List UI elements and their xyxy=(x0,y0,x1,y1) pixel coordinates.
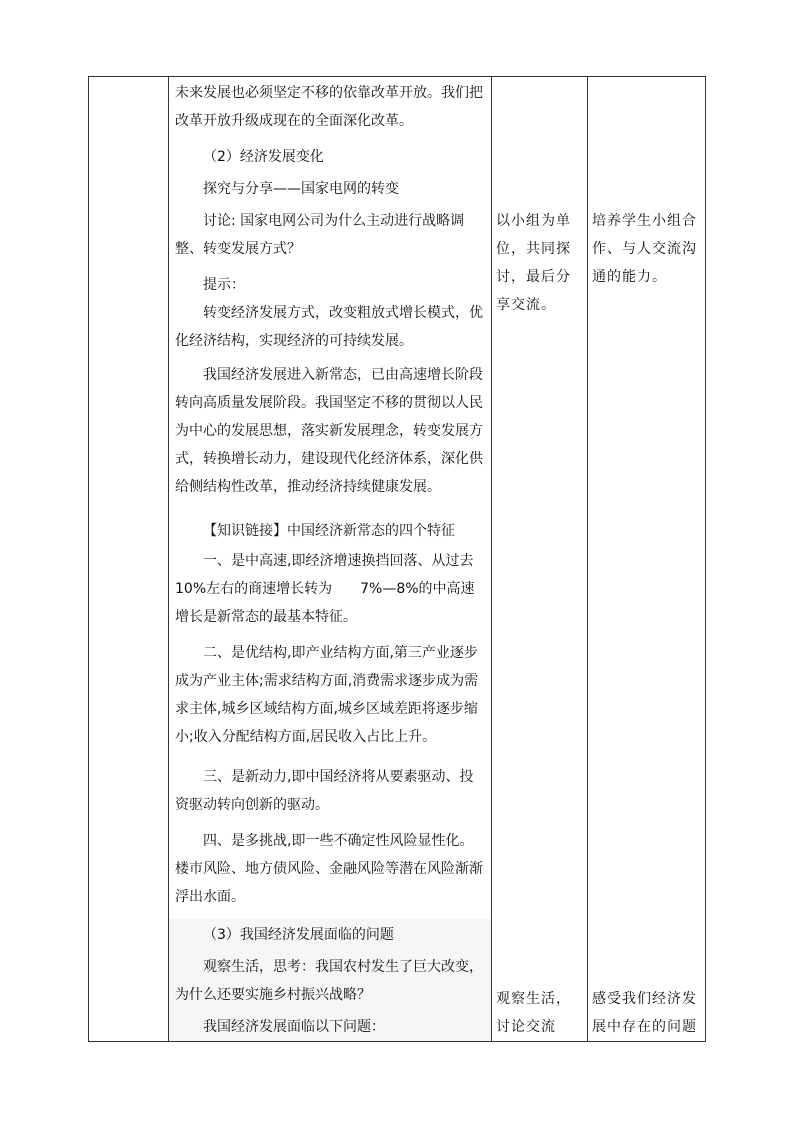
feature-paragraph: 一、是中高速,即经济增速换挡回落、从过去10%左右的商速增长转为 7%—8%的中高速增长是新常态的最基本特征。 xyxy=(175,553,475,625)
intent-text: 感受我们经济发展中存在的问题 xyxy=(592,991,697,1035)
section-heading: （3）我国经济发展面临的问题 xyxy=(203,927,394,943)
activity-text: 以小组为单位，共同探讨，最后分享交流。 xyxy=(496,213,571,313)
knowledge-link-heading: 【知识链接】中国经济新常态的四个特征 xyxy=(203,523,455,539)
hint-paragraph: 转变经济发展方式，改变粗放式增长模式，优化经济结构，实现经济的可持续发展。 xyxy=(175,305,483,349)
intent-text: 培养学生小组合作、与人交流沟通的能力。 xyxy=(592,213,697,285)
section-heading: （2）经济发展变化 xyxy=(203,149,324,165)
design-intent-column xyxy=(588,77,706,1041)
discussion-question: 讨论: 国家电网公司为什么主动进行战略调整、转变发展方式？ xyxy=(175,213,465,257)
activity-text: 观察生活，讨论交流 xyxy=(496,991,571,1035)
feature-paragraph: 二、是优结构,即产业结构方面,第三产业逐步成为产业主体;需求结构方面,消费需求逐步成为需求主体,城乡区域结构方面,城乡区域差距将逐步缩小;收入分配结构方面,居民收入占比上升。 xyxy=(175,645,479,745)
content-paragraph: 未来发展也必须坚定不移的依靠改革开放。我们把改革开放升级成现在的全面深化改革。 xyxy=(175,85,483,129)
activity-title: 探究与分享——国家电网的转变 xyxy=(203,181,399,197)
feature-paragraph: 四、是多挑战,即一些不确定性风险显性化。楼市风险、地方债风险、金融风险等潜在风险渐渐浮出水面。 xyxy=(175,833,483,905)
content-paragraph: 我国经济发展进入新常态，已由高速增长阶段转向高质量发展阶段。我国坚定不移的贯彻以人民为中心的发展思想，落实新发展理念，转变发展方式，转换增长动力，建设现代化经济体系，深化供给侧结构性改革，推动经济持续健康发展。 xyxy=(175,367,483,495)
content-paragraph: 观察生活，思考：我国农村发生了巨大改变，为什么还要实施乡村振兴战略？ xyxy=(175,959,483,1003)
hint-label: 提示： xyxy=(203,277,245,293)
content-paragraph: 我国经济发展面临以下问题： xyxy=(203,1019,385,1035)
student-activity-column xyxy=(492,77,587,1041)
feature-paragraph: 三、是新动力,即中国经济将从要素驱动、投资驱动转向创新的驱动。 xyxy=(175,769,474,813)
lesson-table xyxy=(88,76,706,1042)
teaching-content-column xyxy=(169,77,491,1041)
